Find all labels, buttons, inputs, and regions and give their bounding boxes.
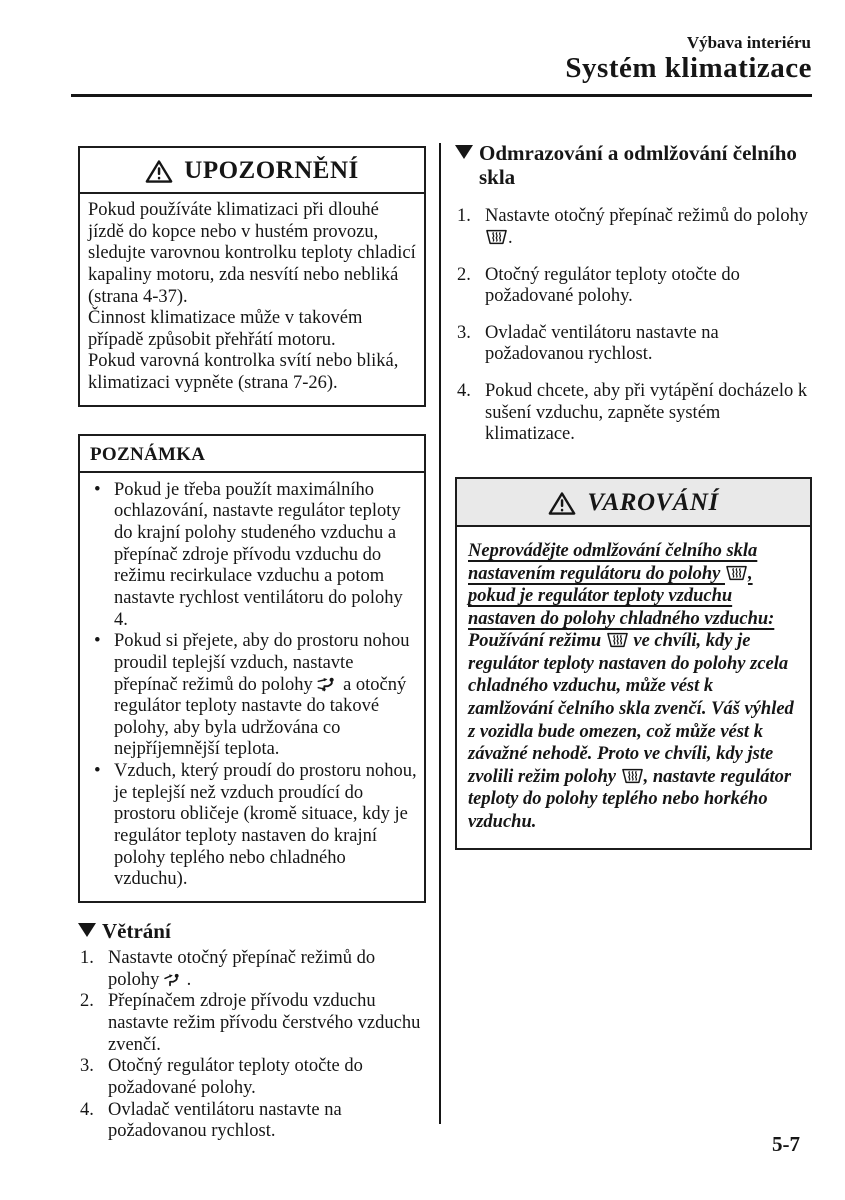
ventilation-step (78, 1100, 426, 1143)
warning-triangle-icon (548, 491, 576, 516)
step-text: Nastavte otočný přepínač režimů do polohy . (485, 206, 809, 248)
section-ventilation (78, 919, 426, 1143)
note-bullet (92, 480, 418, 631)
bilevel-mode-icon (317, 677, 338, 692)
breadcrumb: Výbava interiéru (686, 33, 811, 52)
header-rule (71, 94, 812, 97)
defrost-heading-text: Odmrazování a odmlžování čelního skla (479, 141, 797, 190)
defrost-mode-icon (725, 565, 748, 581)
caution-box-title: UPOZORNĚNÍ (184, 157, 359, 184)
defrost-step (455, 265, 812, 308)
step-text: Ovladač ventilátoru nastavte na požadovanou rychlost. (108, 1099, 342, 1142)
defrost-steps (455, 206, 812, 446)
face-mode-icon (164, 973, 182, 987)
warning-body-text: Používání režimu ve chvíli, kdy je regulátor teploty nastaven do polohy zcela chladného vzduchu, může vést k zamlžování čelního skla zvenčí. Váš výhled z vozidla bude omezen, což může vést k závažné nehodě. Proto ve chvíli, kdy jste zvolili režim polohy , nastavte regulátor teploty do polohy teplého nebo horkého vzduchu. (468, 631, 794, 832)
caution-paragraph: Činnost klimatizace může v takovém případě způsobit přehřátí motoru. (88, 308, 363, 350)
defrost-mode-icon (621, 768, 644, 784)
caution-box-header (80, 148, 424, 194)
note-bullet (92, 761, 418, 891)
step-text: Otočný regulátor teploty otočte do požadované polohy. (108, 1056, 363, 1098)
section-defrost (455, 141, 812, 446)
right-column (455, 141, 812, 850)
warning-underlined-text: Neprovádějte odmlžování čelního skla nastavením regulátoru do polohy , pokud je regulátor teploty vzduchu nastaven do polohy chladného vzduchu: (468, 541, 775, 629)
note-bullet-text: Pokud si přejete, aby do prostoru nohou proudil teplejší vzduch, nastavte přepínač režimů do polohy a otočný regulátor teploty nastavte do takové polohy, aby byla udržována co nejpříjemnější teplota. (114, 631, 410, 760)
note-bullet-text: Pokud je třeba použít maximálního ochlazování, nastavte regulátor teploty do krajní polohy studeného vzduchu a přepínač zdroje přívodu vzduchu do režimu recirkulace vzduchu a potom nastavte rychlost ventilátoru do polohy 4. (114, 479, 403, 630)
ventilation-step (78, 1056, 426, 1099)
caution-box (78, 146, 426, 407)
note-bullet-list (80, 480, 424, 891)
note-bullet (92, 631, 418, 761)
step-text: Otočný regulátor teploty otočte do požadované polohy. (485, 264, 740, 307)
caution-paragraph: Pokud varovná kontrolka svítí nebo bliká, klimatizaci vypněte (strana 7-26). (88, 351, 399, 394)
ventilation-step (78, 948, 426, 991)
page-number: 5-7 (772, 1132, 800, 1156)
caution-box-body (80, 194, 424, 405)
note-box-title: POZNÁMKA (80, 436, 424, 473)
page-title: Systém klimatizace (565, 52, 812, 84)
step-text: Pokud chcete, aby při vytápění docházelo k sušení vzduchu, zapněte systém klimatizace. (485, 381, 808, 445)
column-divider (439, 143, 441, 1124)
defrost-step (455, 323, 812, 366)
warning-box-body (457, 527, 810, 848)
left-column (78, 146, 426, 1143)
step-text: Ovladač ventilátoru nastavte na požadovanou rychlost. (485, 322, 719, 365)
ventilation-heading (78, 919, 426, 943)
defrost-step (455, 206, 812, 249)
step-text: Nastavte otočný přepínač režimů do polohy . (108, 948, 376, 990)
note-bullet-text: Vzduch, který proudí do prostoru nohou, je teplejší než vzduch proudící do prostoru obličeje (kromě situace, kdy je regulátor teploty nastaven do krajní polohy teplého nebo chladného vzduchu). (114, 761, 417, 890)
ventilation-step (78, 991, 426, 1056)
caution-paragraph: Pokud používáte klimatizaci při dlouhé jízdě do kopce nebo v hustém provozu, sledujte varovnou kontrolku teploty chladicí kapaliny motoru, zda nesvítí nebo nebliká (strana 4-37). (88, 200, 416, 307)
warning-box-header (457, 479, 810, 527)
defrost-mode-icon (606, 632, 629, 648)
section-marker-icon (78, 923, 96, 937)
defrost-step (455, 381, 812, 446)
warning-triangle-icon (145, 159, 173, 184)
step-text: Přepínačem zdroje přívodu vzduchu nastavte režim přívodu čerstvého vzduchu zvenčí. (108, 991, 421, 1055)
note-box (78, 434, 426, 903)
warning-box (455, 477, 812, 850)
defrost-heading (455, 141, 812, 189)
warning-box-title: VAROVÁNÍ (587, 489, 719, 517)
ventilation-heading-text: Větrání (102, 918, 171, 943)
ventilation-steps (78, 948, 426, 1143)
section-marker-icon (455, 145, 473, 159)
defrost-mode-icon (485, 229, 508, 245)
